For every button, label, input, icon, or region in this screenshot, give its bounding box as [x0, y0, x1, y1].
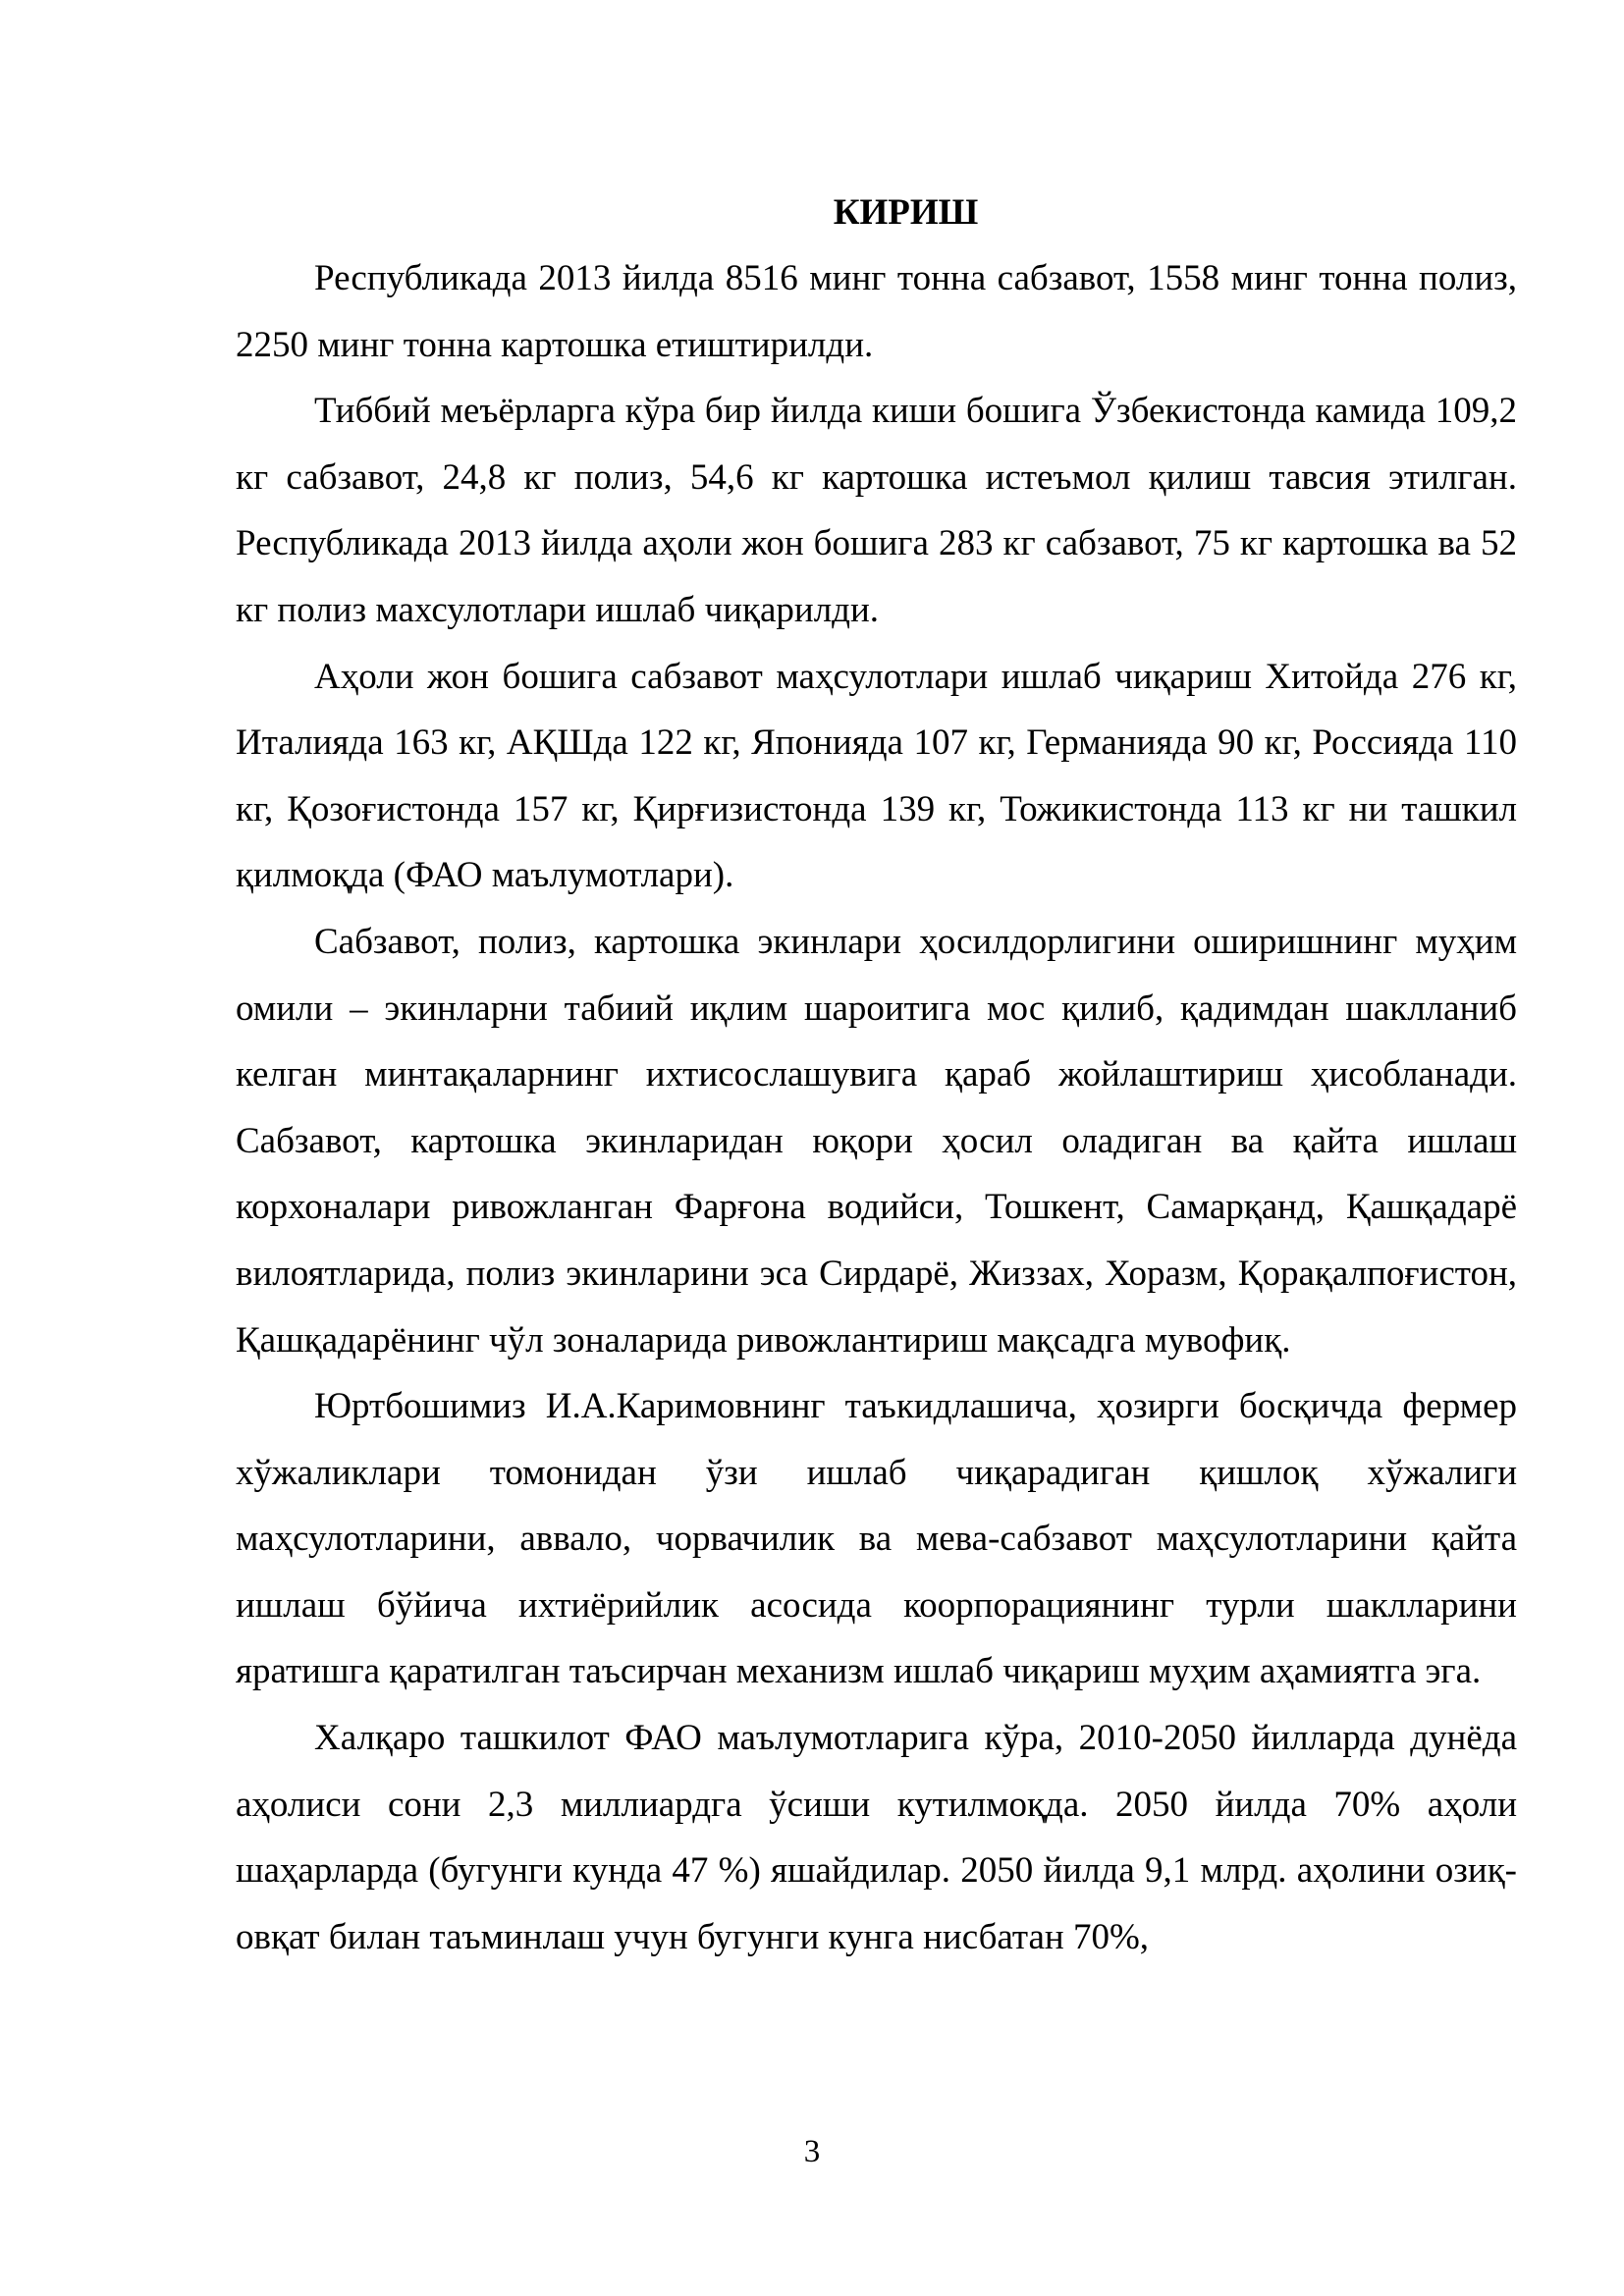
section-title: КИРИШ: [833, 192, 979, 233]
paragraph-consumption-norms: Тиббий меъёрларга кўра бир йилда киши бошига Ўзбекистонда камида 109,2 кг сабзавот, 24,8 кг полиз, 54,6 кг картошка истеъмол қилиш тавсия этилган. Республикада 2013 йилда аҳоли жон бошига 283 кг сабзавот, 75 кг картошка ва 52 кг полиз махсулотлари ишлаб чиқарилди.: [236, 391, 1517, 630]
paragraph-production-2013: Республикада 2013 йилда 8516 минг тонна сабзавот, 1558 минг тонна полиз, 2250 минг тонна картошка етиштирилди.: [236, 258, 1517, 365]
paragraph-processing-mechanism: Юртбошимиз И.А.Каримовнинг таъкидлашича, ҳозирги босқичда фермер хўжаликлари томонидан ўзи ишлаб чиқарадиган қишлоқ хўжалиги маҳсулотларини, аввало, чорвачилик ва мева-сабзавот маҳсулотларини қайта ишлаш бўйича ихтиёрийлик асосида коорпорациянинг турли шаклларини яратишга қаратилган таъсирчан механизм ишлаб чиқариш муҳим аҳамиятга эга.: [236, 1386, 1517, 1692]
paragraph-fao-forecast: Халқаро ташкилот ФАО маълумотларига кўра, 2010-2050 йилларда дунёда аҳолиси сони 2,3 миллиардга ўсиши кутилмоқда. 2050 йилда 70% аҳоли шаҳарларда (бугунги кунда 47 %) яшайдилар. 2050 йилда 9,1 млрд. аҳолини озиқ-овқат билан таъминлаш учун бугунги кунга нисбатан 70%,: [236, 1718, 1517, 1957]
page-body: [236, 187, 1517, 1970]
paragraph-regional-placement: Сабзавот, полиз, картошка экинлари ҳосилдорлигини оширишнинг муҳим омили – экинларни табиий иқлим шароитига мос қилиб, қадимдан шаклланиб келган минтақаларнинг ихтисослашувига қараб жойлаштириш ҳисобланади. Сабзавот, картошка экинларидан юқори ҳосил оладиган ва қайта ишлаш корхоналари ривожланган Фарғона водийси, Тошкент, Самарқанд, Қашқадарё вилоятларида, полиз экинларини эса Сирдарё, Жиззах, Хоразм, Қорақалпоғистон, Қашқадарёнинг чўл зоналарида ривожлантириш мақсадга мувофиқ.: [236, 921, 1517, 1361]
page-number: 3: [803, 2134, 821, 2169]
paragraph-country-comparison: Аҳоли жон бошига сабзавот маҳсулотлари ишлаб чиқариш Хитойда 276 кг, Италияда 163 кг, АҚШда 122 кг, Японияда 107 кг, Германияда 90 кг, Россияда 110 кг, Қозоғистонда 157 кг, Қирғизистонда 139 кг, Тожикистонда 113 кг ни ташкил қилмоқда (ФАО маълумотлари).: [236, 656, 1517, 896]
